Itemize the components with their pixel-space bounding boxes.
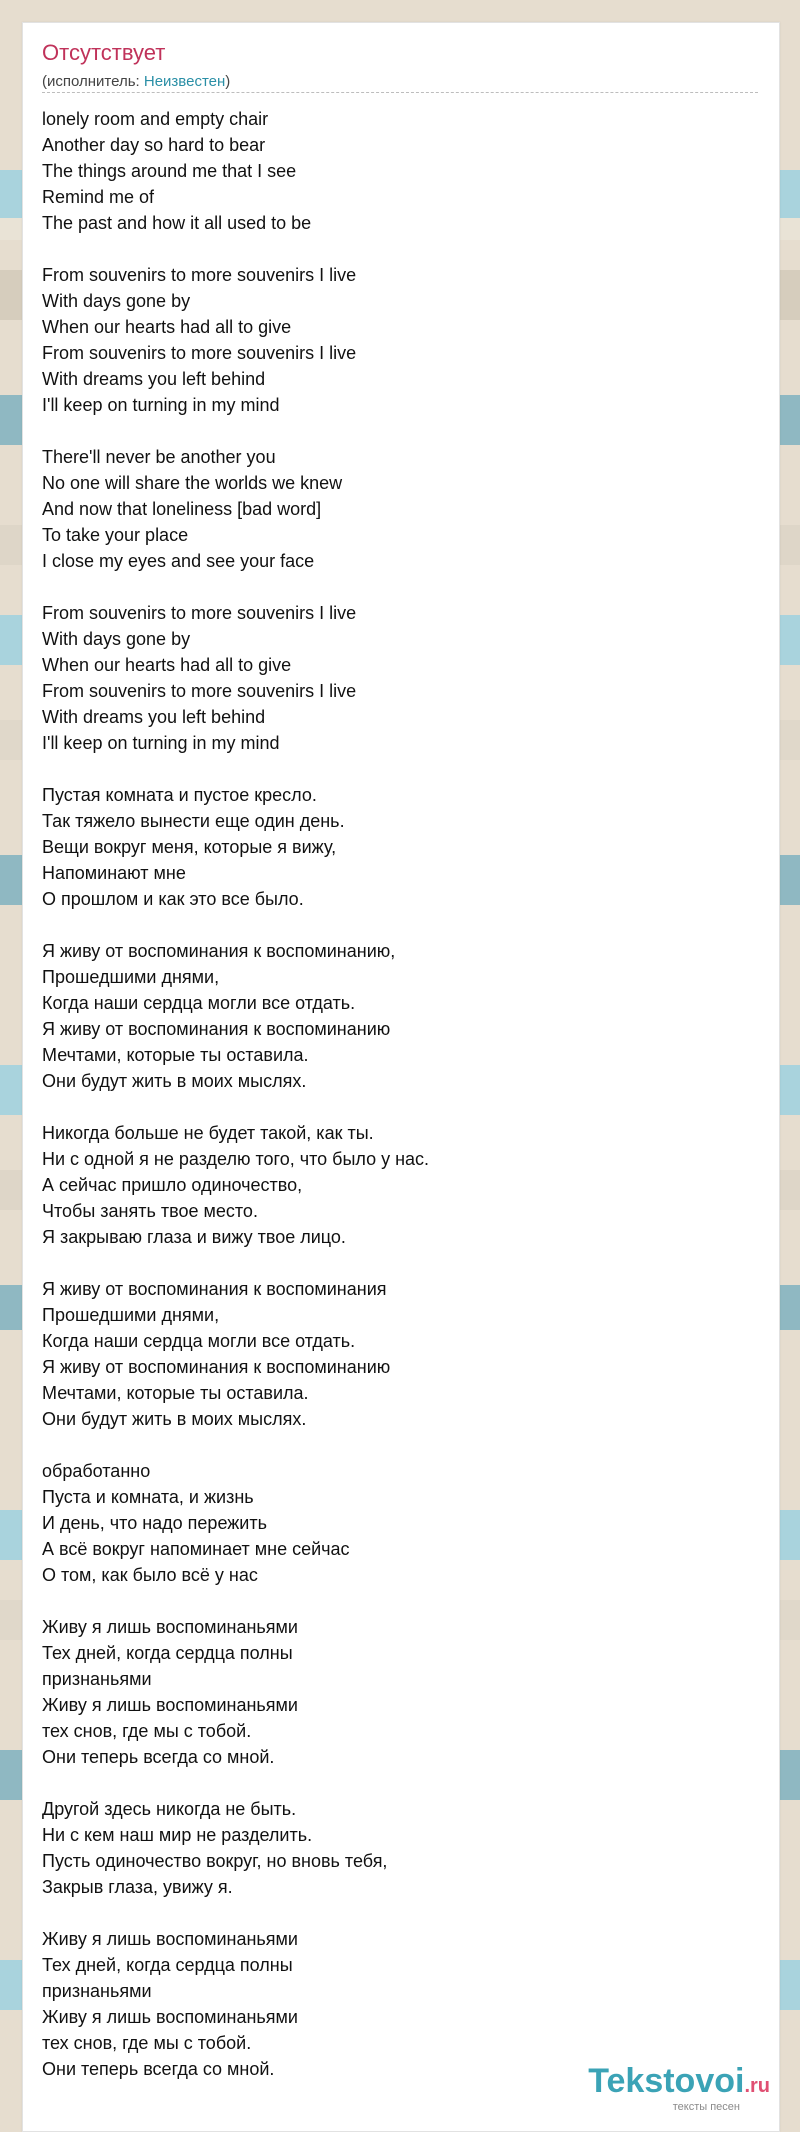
title-divider (42, 92, 758, 93)
lyrics-line: Вещи вокруг меня, которые я вижу, (42, 837, 337, 857)
lyrics-line: Я живу от воспоминания к воспоминанию (42, 1357, 391, 1377)
lyrics-line: А всё вокруг напоминает мне сейчас (42, 1539, 350, 1559)
lyrics-line: Я живу от воспоминания к воспоминанию (42, 1019, 391, 1039)
lyrics-blank-line (42, 1432, 742, 1458)
lyrics-line: From souvenirs to more souvenirs I live (42, 603, 357, 623)
lyrics-line: Они будут жить в моих мыслях. (42, 1071, 307, 1091)
lyrics-line: Когда наши сердца могли все отдать. (42, 1331, 356, 1351)
lyrics-line: With days gone by (42, 629, 191, 649)
lyrics-line: I close my eyes and see your face (42, 551, 315, 571)
lyrics-blank-line (42, 1900, 742, 1926)
lyrics-line: From souvenirs to more souvenirs I live (42, 343, 357, 363)
lyrics-line: Так тяжело вынести еще один день. (42, 811, 345, 831)
lyrics-line: Живу я лишь воспоминаньями (42, 1617, 298, 1637)
lyrics-line: Прошедшими днями, (42, 967, 220, 987)
lyrics-line: О том, как было всё у нас (42, 1565, 258, 1585)
lyrics-line: To take your place (42, 525, 189, 545)
lyrics-line: With days gone by (42, 291, 191, 311)
lyrics-line: Пустая комната и пустое кресло. (42, 785, 317, 805)
lyrics-blank-line (42, 236, 742, 262)
lyrics-line: Прошедшими днями, (42, 1305, 220, 1325)
lyrics-line: I'll keep on turning in my mind (42, 395, 280, 415)
lyrics-line: The past and how it all used to be (42, 213, 312, 233)
lyrics-line: Я живу от воспоминания к воспоминанию, (42, 941, 396, 961)
logo-tld-text: .ru (744, 2075, 770, 2097)
lyrics-text (42, 106, 742, 2082)
lyrics-line: Они теперь всегда со мной. (42, 2059, 275, 2079)
lyrics-blank-line (42, 418, 742, 444)
lyrics-line: Тех дней, когда сердца полны (42, 1643, 293, 1663)
lyrics-line: There'll never be another you (42, 447, 276, 467)
lyrics-line: Никогда больше не будет такой, как ты. (42, 1123, 374, 1143)
lyrics-line: Мечтами, которые ты оставила. (42, 1383, 309, 1403)
lyrics-line: I'll keep on turning in my mind (42, 733, 280, 753)
lyrics-line: тех снов, где мы с тобой. (42, 2033, 252, 2053)
lyrics-line: Они будут жить в моих мыслях. (42, 1409, 307, 1429)
lyrics-blank-line (42, 1588, 742, 1614)
lyrics-line: When our hearts had all to give (42, 655, 292, 675)
artist-prefix: (исполнитель: (42, 73, 144, 90)
lyrics-line: И день, что надо пережить (42, 1513, 267, 1533)
site-logo[interactable] (588, 2064, 770, 2113)
lyrics-line: From souvenirs to more souvenirs I live (42, 265, 357, 285)
lyrics-line: Пусть одиночество вокруг, но вновь тебя, (42, 1851, 388, 1871)
lyrics-line: With dreams you left behind (42, 707, 266, 727)
lyrics-line: признаньями (42, 1669, 152, 1689)
lyrics-line: признаньями (42, 1981, 152, 2001)
logo-wordmark (588, 2064, 770, 2103)
lyrics-blank-line (42, 1770, 742, 1796)
lyrics-line: With dreams you left behind (42, 369, 266, 389)
lyrics-line: обработанно (42, 1461, 151, 1481)
lyrics-line: Тех дней, когда сердца полны (42, 1955, 293, 1975)
lyrics-line: Ни с кем наш мир не разделить. (42, 1825, 313, 1845)
logo-main-text: Tekstovoi (588, 2062, 745, 2100)
lyrics-line: No one will share the worlds we knew (42, 473, 343, 493)
logo-tagline: тексты песен (672, 2101, 740, 2113)
lyrics-line: Я закрываю глаза и вижу твое лицо. (42, 1227, 346, 1247)
lyrics-line: А сейчас пришло одиночество, (42, 1175, 303, 1195)
lyrics-blank-line (42, 574, 742, 600)
lyrics-line: lonely room and empty chair (42, 109, 269, 129)
lyrics-line: Я живу от воспоминания к воспоминания (42, 1279, 387, 1299)
lyrics-line: When our hearts had all to give (42, 317, 292, 337)
lyrics-line: Когда наши сердца могли все отдать. (42, 993, 356, 1013)
lyrics-line: Чтобы занять твое место. (42, 1201, 258, 1221)
song-title: Отсутствует (42, 40, 166, 65)
lyrics-line: Another day so hard to bear (42, 135, 266, 155)
lyrics-line: And now that loneliness [bad word] (42, 499, 322, 519)
lyrics-line: Живу я лишь воспоминаньями (42, 1929, 298, 1949)
lyrics-line: Живу я лишь воспоминаньями (42, 2007, 298, 2027)
lyrics-line: Remind me of (42, 187, 155, 207)
lyrics-line: Живу я лишь воспоминаньями (42, 1695, 298, 1715)
artist-suffix: ) (225, 73, 231, 90)
lyrics-line: The things around me that I see (42, 161, 297, 181)
lyrics-line: Они теперь всегда со мной. (42, 1747, 275, 1767)
lyrics-blank-line (42, 912, 742, 938)
lyrics-line: From souvenirs to more souvenirs I live (42, 681, 357, 701)
lyrics-line: тех снов, где мы с тобой. (42, 1721, 252, 1741)
lyrics-line: О прошлом и как это все было. (42, 889, 304, 909)
artist-link[interactable]: Неизвестен (143, 73, 226, 90)
artist-line (42, 73, 230, 90)
lyrics-blank-line (42, 1250, 742, 1276)
lyrics-line: Ни с одной я не разделю того, что было у нас. (42, 1149, 430, 1169)
lyrics-line: Пуста и комната, и жизнь (42, 1487, 254, 1507)
lyrics-line: Мечтами, которые ты оставила. (42, 1045, 309, 1065)
lyrics-blank-line (42, 1094, 742, 1120)
lyrics-line: Другой здесь никогда не быть. (42, 1799, 297, 1819)
lyrics-blank-line (42, 756, 742, 782)
lyrics-line: Закрыв глаза, увижу я. (42, 1877, 233, 1897)
lyrics-line: Напоминают мне (42, 863, 186, 883)
